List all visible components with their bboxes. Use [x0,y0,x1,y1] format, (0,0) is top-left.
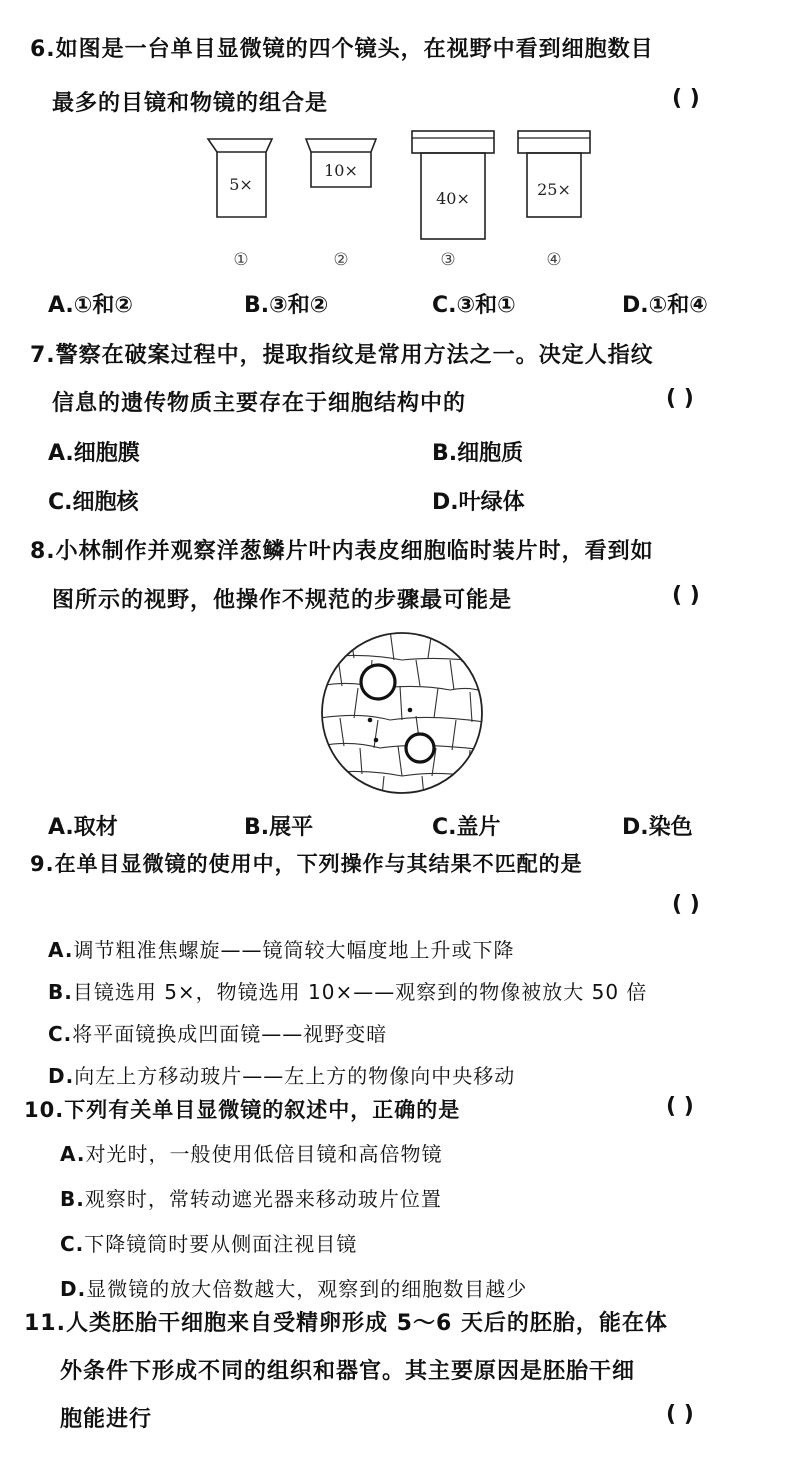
q9-option-b-label: B. [48,980,73,1004]
q11-answer-paren: ( ) [666,1402,694,1427]
q9-answer-paren: ( ) [672,892,700,917]
q10-option-b-text: 观察时，常转动遮光器来移动玻片位置 [84,1187,442,1211]
q9-option-c-label: C. [48,1022,73,1046]
q9-option-a [48,934,514,963]
q10-option-c-label: C. [60,1232,85,1256]
air-bubble-small [406,734,434,762]
cell-nucleus-dot [408,708,413,713]
q8-option-d: D.染色 [622,815,693,840]
q10-option-a-text: 对光时，一般使用低倍目镜和高倍物镜 [85,1142,443,1166]
q10-option-b-label: B. [60,1187,85,1211]
q10-option-c-text: 下降镜筒时要从侧面注视目镜 [84,1232,358,1256]
q6-answer-paren: ( ) [672,86,700,111]
q11-stem-line2: 外条件下形成不同的组织和器官。其主要原因是胚胎干细 [60,1359,636,1384]
q7-answer-paren: ( ) [666,386,694,411]
cell-nucleus-dot [374,738,379,743]
q9-option-a-text: 调节粗准焦螺旋——镜筒较大幅度地上升或下降 [73,938,515,962]
lens-3-number: ③ [440,250,456,270]
lens-4-magnification: 25× [537,180,571,199]
q11-stem-line3: 胞能进行 [60,1407,153,1432]
q7-option-d: D.叶绿体 [432,490,525,515]
q10-option-d-label: D. [60,1277,87,1301]
q6-stem-line1: 6.如图是一台单目显微镜的四个镜头，在视野中看到细胞数目 [30,37,654,62]
q10-option-a-label: A. [60,1142,86,1166]
q6-option-c: C.③和① [432,293,516,318]
objective-lens-25x [518,131,590,217]
q9-option-d [48,1060,515,1089]
q8-option-b: B.展平 [244,815,314,840]
q10-option-d-text: 显微镜的放大倍数越大，观察到的细胞数目越少 [86,1277,528,1301]
lens-1-number: ① [233,250,249,270]
q10-answer-paren: ( ) [666,1094,694,1119]
q6-stem-line2: 最多的目镜和物镜的组合是 [52,91,329,116]
onion-epidermis-cells [320,630,484,796]
q10-option-b [60,1183,442,1212]
q7-stem-line2: 信息的遗传物质主要存在于细胞结构中的 [52,391,467,416]
q9-stem-line1: 9.在单目显微镜的使用中，下列操作与其结果不匹配的是 [30,852,583,876]
q9-option-b-text: 目镜选用 5×，物镜选用 10×——观察到的物像被放大 50 倍 [72,980,648,1004]
q9-option-d-label: D. [48,1064,75,1088]
q7-option-a: A.细胞膜 [48,441,140,466]
q9-option-d-text: 向左上方移动玻片——左上方的物像向中央移动 [74,1064,516,1088]
q8-option-a: A.取材 [48,815,118,840]
q9-option-a-label: A. [48,938,74,962]
lens-2-magnification: 10× [324,161,358,180]
q6-option-a: A.①和② [48,293,134,318]
cell-nucleus-dot [368,718,373,723]
lens-3-magnification: 40× [436,189,470,208]
q8-microscope-field-figure [320,630,484,796]
lens-1-magnification: 5× [229,175,253,194]
q10-option-d [60,1273,527,1302]
q10-option-c [60,1228,357,1257]
lens-4-number: ④ [546,250,562,270]
q11-stem-line1: 11.人类胚胎干细胞来自受精卵形成 5～6 天后的胚胎，能在体 [24,1311,668,1336]
objective-lens-40x [412,131,494,239]
q9-option-c [48,1018,387,1047]
q8-option-c: C.盖片 [432,815,501,840]
q10-option-a [60,1138,442,1167]
q7-option-b: B.细胞质 [432,441,524,466]
q9-option-b [48,976,647,1005]
q7-option-c: C.细胞核 [48,490,139,515]
q7-stem-line1: 7.警察在破案过程中，提取指纹是常用方法之一。决定人指纹 [30,343,654,368]
q6-option-d: D.①和④ [622,293,708,318]
q6-lens-figure [200,125,600,275]
q8-stem-line1: 8.小林制作并观察洋葱鳞片叶内表皮细胞临时装片时，看到如 [30,539,654,564]
eyepiece-lens-5x [208,139,272,217]
q8-stem-line2: 图所示的视野，他操作不规范的步骤最可能是 [52,588,513,613]
eyepiece-lens-10x [306,139,376,187]
q6-option-b: B.③和② [244,293,329,318]
air-bubble-large [361,665,395,699]
q8-answer-paren: ( ) [672,583,700,608]
q9-option-c-text: 将平面镜换成凹面镜——视野变暗 [72,1022,388,1046]
lens-2-number: ② [333,250,349,270]
q10-stem-line1: 10.下列有关单目显微镜的叙述中，正确的是 [24,1098,461,1122]
